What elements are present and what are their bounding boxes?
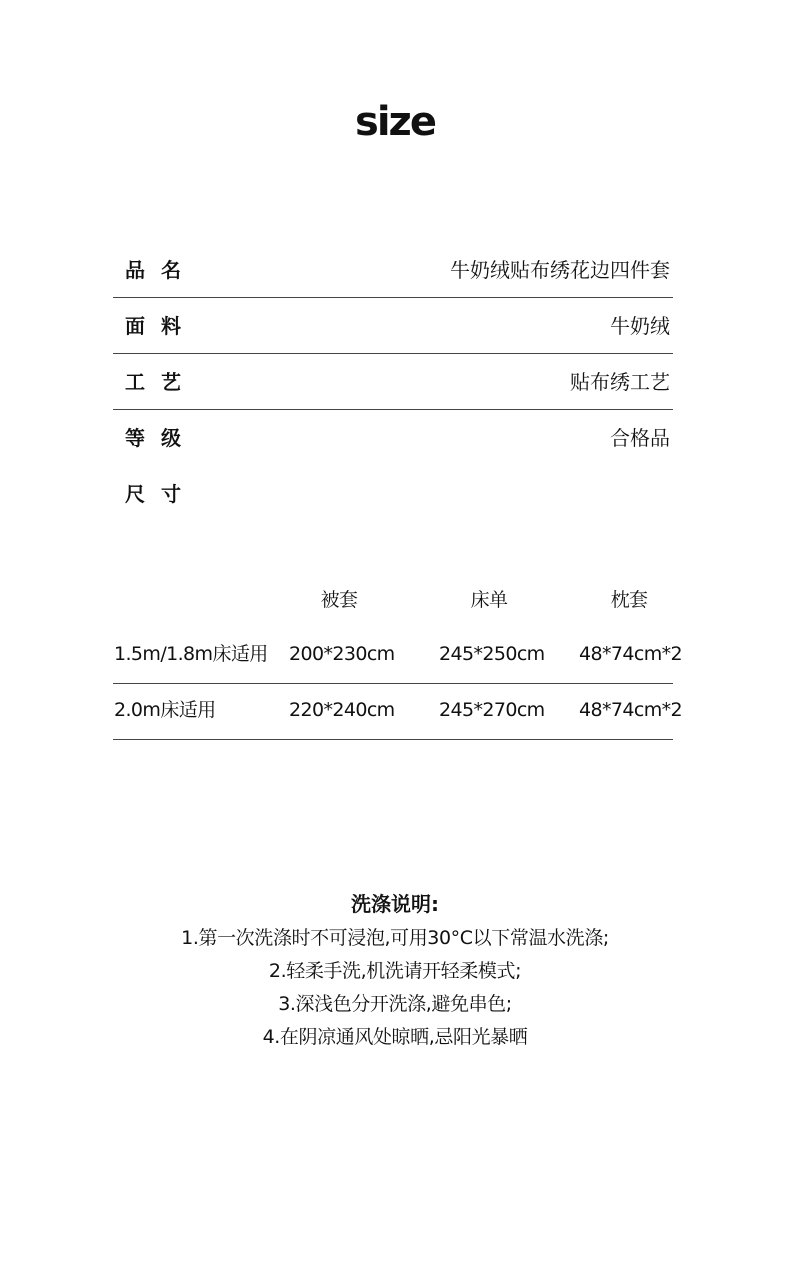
spec-value: 牛奶绒: [610, 314, 670, 338]
care-line: 4.在阴凉通风处晾晒,忌阳光暴晒: [262, 1026, 528, 1048]
spec-label: 品名: [125, 258, 197, 282]
care-line: 1.第一次洗涤时不可浸泡,可用30°C以下常温水洗涤;: [181, 927, 609, 949]
spec-value: 合格品: [610, 426, 670, 450]
spec-list: [113, 242, 673, 522]
table-row: [113, 684, 682, 740]
spec-label: 尺寸: [125, 482, 197, 506]
row-duvet-cover-size: 220*240cm: [289, 699, 395, 721]
spec-row-fabric: [113, 298, 673, 354]
care-line: 2.轻柔手洗,机洗请开轻柔模式;: [268, 960, 522, 982]
page-title: size: [355, 99, 435, 145]
size-table: [113, 574, 682, 740]
table-row: [113, 628, 682, 684]
row-bed-size: 1.5m/1.8m床适用: [114, 643, 268, 665]
spec-label: 工艺: [125, 370, 197, 394]
spec-row-craft: [113, 354, 673, 410]
header-bed-sheet: 床单: [470, 589, 508, 611]
header-duvet-cover: 被套: [320, 589, 358, 611]
care-title: 洗涤说明:: [351, 892, 439, 916]
spec-label: 等级: [125, 426, 197, 450]
row-pillowcase-size: 48*74cm*2: [579, 699, 682, 721]
care-line: 3.深浅色分开洗涤,避免串色;: [278, 993, 512, 1015]
row-bed-sheet-size: 245*250cm: [439, 643, 545, 665]
spec-value: 贴布绣工艺: [570, 370, 670, 394]
spec-row-grade: [113, 410, 673, 466]
spec-row-name: [113, 242, 673, 298]
care-instructions: [0, 888, 790, 1054]
header-pillowcase: 枕套: [610, 589, 648, 611]
row-bed-sheet-size: 245*270cm: [439, 699, 545, 721]
row-duvet-cover-size: 200*230cm: [289, 643, 395, 665]
row-pillowcase-size: 48*74cm*2: [579, 643, 682, 665]
spec-label: 面料: [125, 314, 197, 338]
row-bed-size: 2.0m床适用: [114, 699, 216, 721]
size-table-header: [113, 574, 673, 628]
spec-value: 牛奶绒贴布绣花边四件套: [450, 258, 670, 282]
spec-row-size: [113, 466, 673, 522]
